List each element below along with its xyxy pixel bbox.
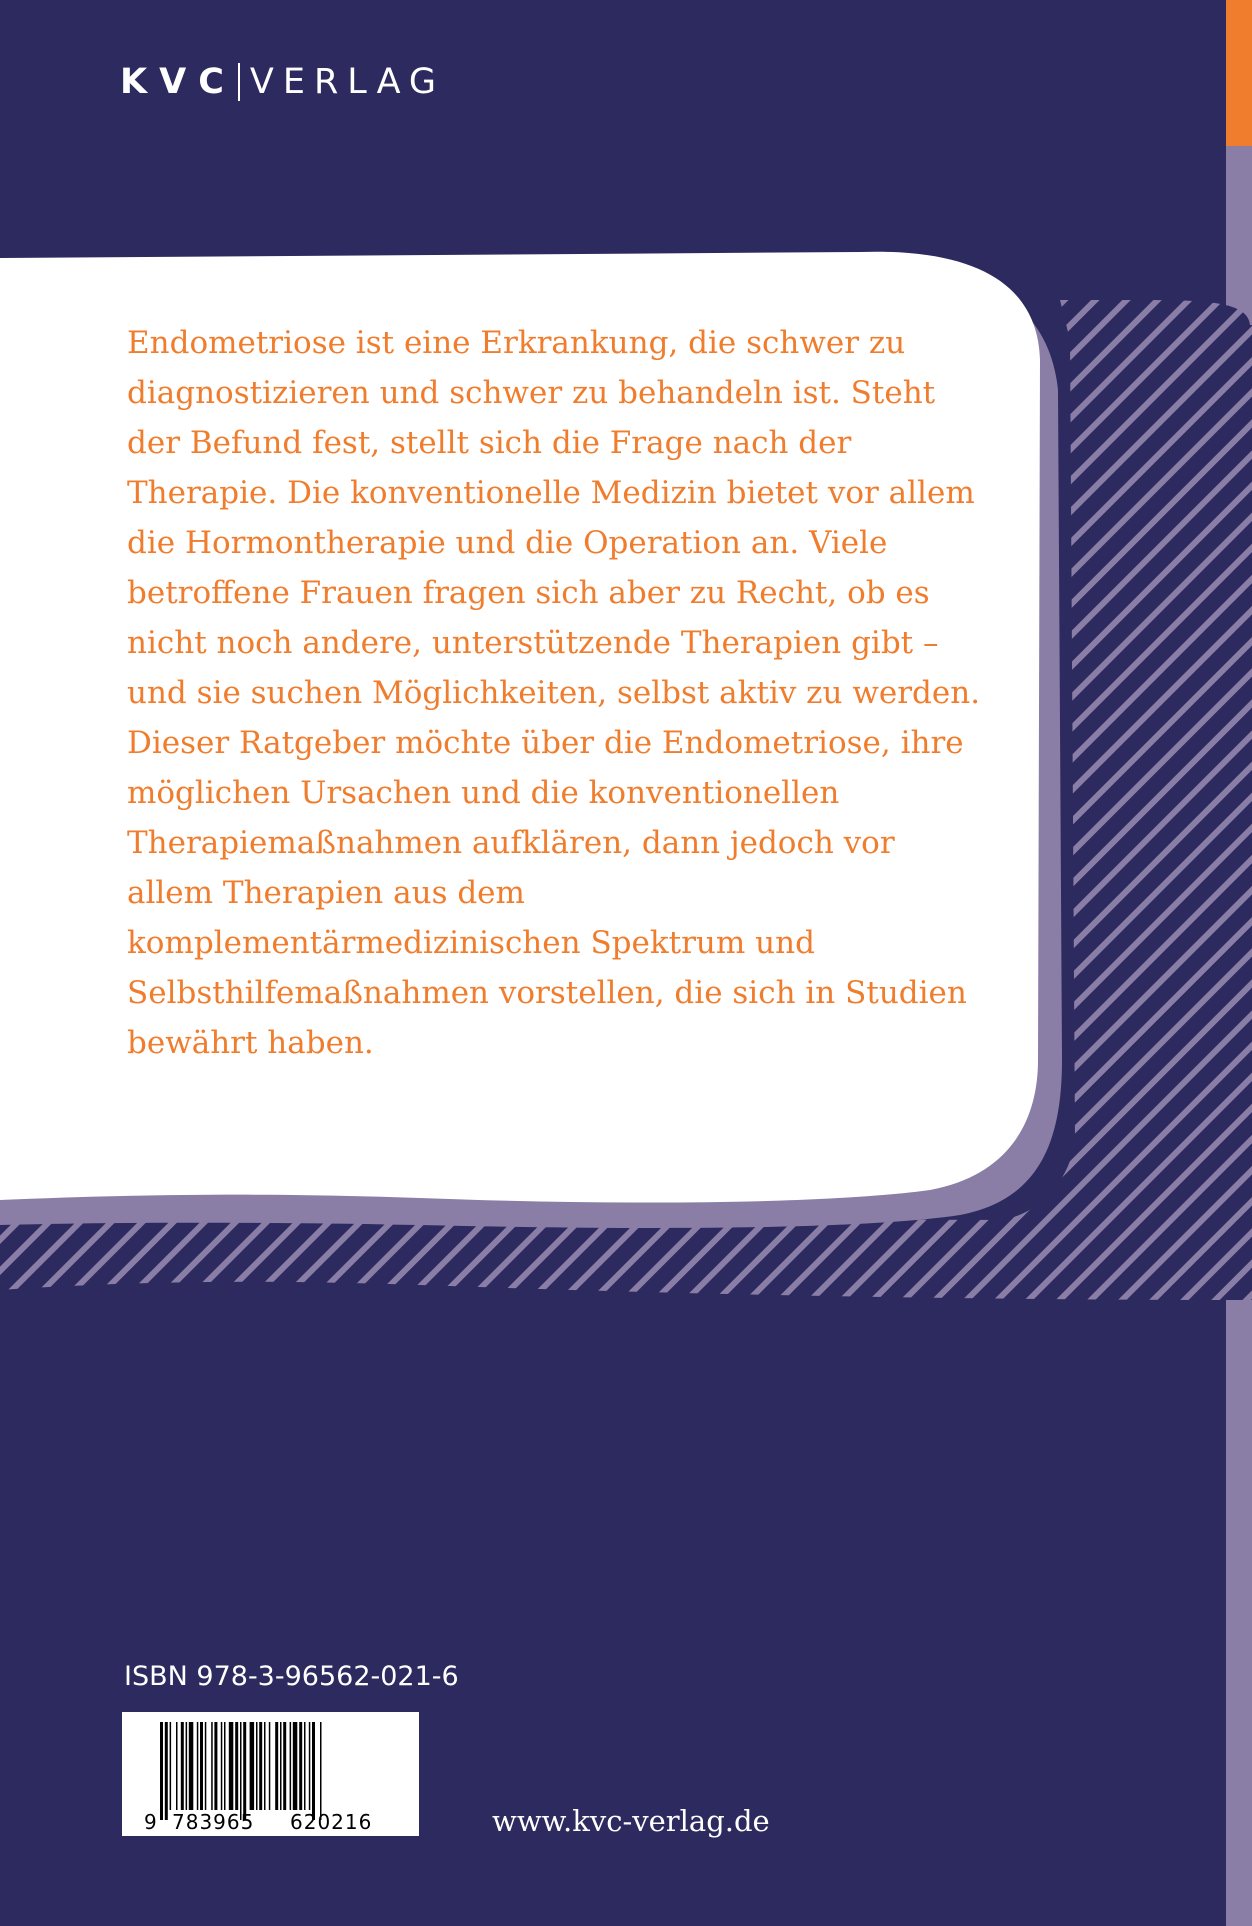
- publisher-logo: [120, 62, 445, 102]
- barcode-bar: [259, 1722, 262, 1810]
- barcode-bar: [189, 1722, 194, 1810]
- barcode-bar: [165, 1722, 168, 1820]
- barcode-bar: [221, 1722, 223, 1810]
- barcode-bar: [214, 1722, 217, 1810]
- barcode-bar: [320, 1722, 322, 1820]
- barcode-bar: [293, 1722, 298, 1810]
- barcode-bar: [186, 1722, 188, 1810]
- barcode-bar: [299, 1722, 302, 1810]
- barcode-bar: [224, 1722, 226, 1810]
- barcode-bar: [269, 1722, 271, 1810]
- barcode-bar: [200, 1722, 203, 1810]
- barcode-bar: [176, 1722, 178, 1810]
- barcode-bar: [243, 1722, 246, 1820]
- logo-divider: [238, 63, 240, 101]
- barcode-bar: [235, 1722, 238, 1810]
- barcode-bar: [275, 1722, 278, 1810]
- spine-orange-accent: [1226, 0, 1252, 146]
- barcode-bar: [229, 1722, 234, 1810]
- isbn-text: ISBN 978-3-96562-021-6: [124, 1661, 459, 1692]
- barcode: [122, 1712, 419, 1836]
- barcode-bar: [256, 1722, 258, 1810]
- barcode-bar: [312, 1722, 315, 1820]
- barcode-bar: [240, 1722, 242, 1820]
- barcode-bar: [304, 1722, 306, 1810]
- barcode-bar: [283, 1722, 286, 1810]
- barcode-bar: [205, 1722, 207, 1810]
- blurb-paragraph-2: Dieser Ratgeber möchte über die Endometriose, ihre möglichen Ursachen und die konventionellen Therapiemaßnahmen aufklären, dann jedoch vor allem Therapien aus dem komplementärmedizinischen Spektrum und Selbsthilfemaßnahmen vorstellen, die sich in Studien bewährt haben.: [127, 725, 967, 1061]
- blurb-text: [127, 318, 987, 1068]
- barcode-bars: [122, 1712, 419, 1836]
- barcode-bar: [181, 1722, 184, 1810]
- blurb-paragraph-1: Endometriose ist eine Erkrankung, die schwer zu diagnostizieren und schwer zu behandeln ist. Steht der Befund fest, stellt sich die Frage nach der Therapie. Die konventionelle Medizin bietet vor allem die Hormontherapie und die Operation an. Viele betroffene Frauen fragen sich aber zu Recht, ob es nicht noch andere, unterstützende Therapien gibt – und sie suchen Möglichkeiten, selbst aktiv zu werden.: [127, 325, 981, 711]
- logo-verlag-text: VERLAG: [249, 62, 446, 102]
- barcode-bar: [280, 1722, 282, 1810]
- barcode-bar: [250, 1722, 255, 1810]
- barcode-bar: [197, 1722, 199, 1810]
- logo-kvc-text: KVC: [120, 62, 236, 102]
- barcode-right-group: 620216: [290, 1810, 373, 1834]
- website-url: www.kvc-verlag.de: [492, 1804, 770, 1838]
- barcode-bar: [309, 1722, 311, 1810]
- barcode-bar: [264, 1722, 266, 1810]
- barcode-left-group: 783965: [172, 1810, 255, 1834]
- barcode-bar: [170, 1722, 172, 1810]
- barcode-bar: [160, 1722, 163, 1820]
- barcode-bar: [290, 1722, 292, 1810]
- barcode-bar: [211, 1722, 213, 1810]
- barcode-first-digit: 9: [144, 1810, 157, 1834]
